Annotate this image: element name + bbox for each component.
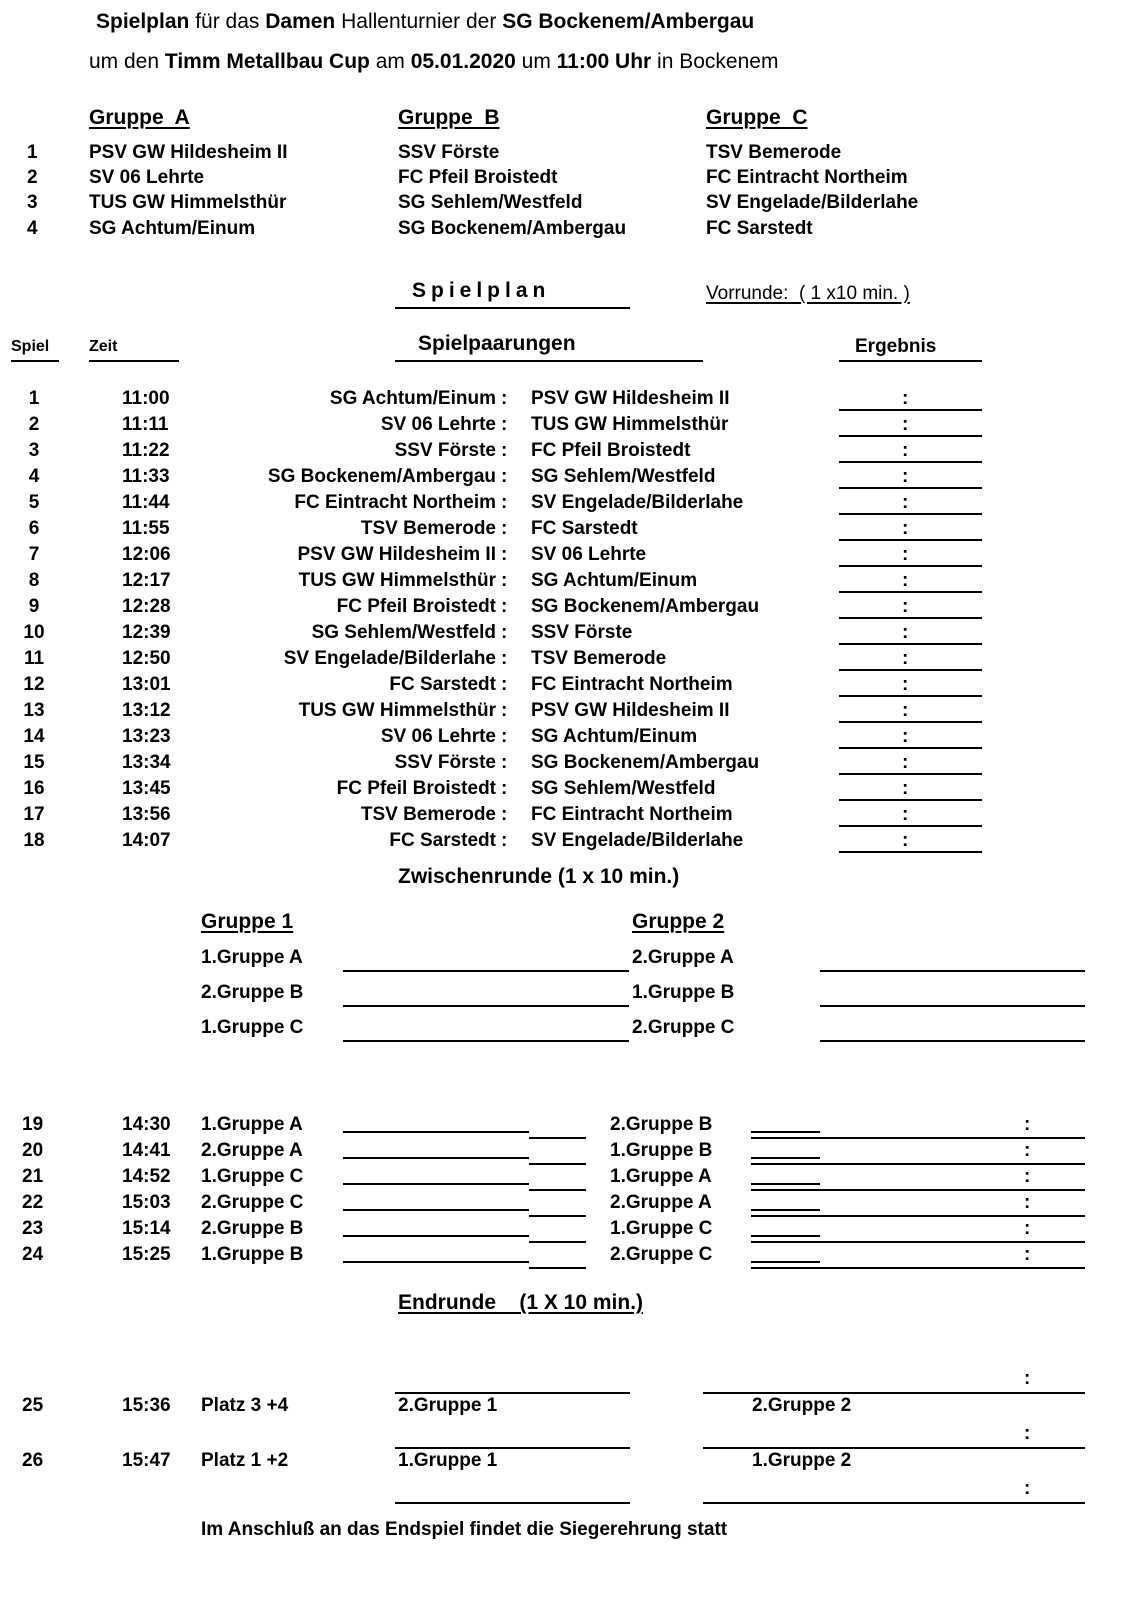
score-separator: : (902, 414, 909, 435)
zw-away: 1.Gruppe B (610, 1140, 713, 1161)
match-time: 14:52 (122, 1166, 171, 1187)
zw-blank (529, 1137, 586, 1139)
title-word: um (515, 50, 557, 73)
result-blank (839, 591, 982, 593)
zw-blank (751, 1267, 820, 1269)
score-separator: : (902, 466, 909, 487)
match-number: 18 (23, 830, 45, 851)
score-separator: : (902, 440, 909, 461)
match-away-team: FC Eintracht Northeim (531, 674, 733, 695)
zw-group-1-entry: 2.Gruppe B (201, 982, 304, 1003)
match-away-team: PSV GW Hildesheim II (531, 700, 730, 721)
match-number: 3 (28, 440, 40, 461)
result-blank (839, 513, 982, 515)
match-home-team: SSV Förste (394, 752, 496, 773)
title-line-1 (96, 11, 754, 32)
zw-blank (751, 1137, 820, 1139)
group-c-title: Gruppe C (706, 106, 808, 129)
match-colon: : (501, 726, 508, 747)
zw-blank (529, 1215, 586, 1217)
zw-group-1-blank (343, 1040, 629, 1042)
zw-home: 2.Gruppe B (201, 1218, 304, 1239)
zw-group-2-entry: 2.Gruppe C (632, 1017, 735, 1038)
title-word: um den (89, 50, 165, 73)
zw-result-blank (820, 1163, 1085, 1165)
match-away-team: FC Eintracht Northeim (531, 804, 733, 825)
score-separator: : (902, 648, 909, 669)
match-away-team: PSV GW Hildesheim II (531, 388, 730, 409)
zw-blank (751, 1235, 820, 1237)
group-number: 4 (27, 218, 38, 239)
match-time: 14:07 (122, 830, 171, 851)
match-time: 11:22 (122, 440, 170, 461)
zw-blank (751, 1215, 820, 1217)
zw-home: 2.Gruppe C (201, 1192, 304, 1213)
match-away-team: SG Sehlem/Westfeld (531, 466, 716, 487)
match-time: 15:36 (122, 1395, 171, 1416)
match-time: 13:34 (122, 752, 171, 773)
match-colon: : (501, 596, 508, 617)
match-away-team: SV Engelade/Bilderlahe (531, 830, 744, 851)
match-home-team: TSV Bemerode (360, 518, 496, 539)
match-time: 11:44 (122, 492, 170, 513)
zw-blank (751, 1209, 820, 1211)
score-separator: : (902, 726, 909, 747)
title-word: SG Bockenem/Ambergau (502, 10, 755, 33)
match-colon: : (501, 648, 508, 669)
match-number: 17 (23, 804, 45, 825)
match-number: 13 (23, 700, 45, 721)
zw-blank (529, 1267, 586, 1269)
match-home-team: FC Eintracht Northeim (294, 492, 496, 513)
match-away-team: SG Bockenem/Ambergau (531, 752, 760, 773)
result-blank (839, 487, 982, 489)
result-blank (839, 565, 982, 567)
zw-blank (343, 1209, 529, 1211)
match-time: 12:50 (122, 648, 171, 669)
match-time: 13:12 (122, 700, 171, 721)
final-label: Platz 1 +2 (201, 1450, 289, 1471)
title-word: Hallenturnier der (335, 10, 503, 33)
match-time: 13:56 (122, 804, 171, 825)
group-a-team: SV 06 Lehrte (89, 167, 205, 188)
zw-blank (751, 1189, 820, 1191)
match-number: 21 (22, 1166, 44, 1187)
zw-home: 2.Gruppe A (201, 1140, 303, 1161)
match-number: 24 (22, 1244, 44, 1265)
match-number: 8 (28, 570, 40, 591)
score-separator: : (902, 544, 909, 565)
match-time: 12:39 (122, 622, 171, 643)
title-word: in Bockenem (651, 50, 779, 73)
col-zeit-header: Zeit (89, 338, 118, 355)
final-away: 2.Gruppe 2 (752, 1395, 852, 1416)
match-number: 12 (23, 674, 45, 695)
match-time: 12:06 (122, 544, 171, 565)
result-blank (839, 721, 982, 723)
match-number: 4 (28, 466, 40, 487)
zwischenrunde-title: Zwischenrunde (1 x 10 min.) (398, 865, 680, 888)
zw-blank (343, 1235, 529, 1237)
zw-blank (751, 1183, 820, 1185)
match-number: 11 (23, 648, 45, 669)
match-colon: : (501, 492, 508, 513)
group-number: 1 (27, 142, 38, 163)
match-home-team: TSV Bemerode (360, 804, 496, 825)
group-a-team: SG Achtum/Einum (89, 218, 256, 239)
match-home-team: SV 06 Lehrte (380, 414, 496, 435)
zw-group-2-blank (820, 970, 1085, 972)
match-time: 11:00 (122, 388, 170, 409)
final-blank (395, 1502, 630, 1504)
match-colon: : (501, 700, 508, 721)
title-word: Damen (265, 10, 336, 33)
group-a-team: TUS GW Himmelsthür (89, 192, 287, 213)
match-colon: : (501, 388, 508, 409)
zw-group-1-blank (343, 970, 629, 972)
score-separator: : (902, 596, 909, 617)
match-away-team: SG Achtum/Einum (531, 726, 698, 747)
match-time: 14:41 (122, 1140, 171, 1161)
zw-group-1-entry: 1.Gruppe C (201, 1017, 304, 1038)
schedule-title-underline (395, 307, 630, 309)
match-number: 6 (28, 518, 40, 539)
col-spiel-underline (11, 360, 59, 362)
zw-blank (529, 1189, 586, 1191)
match-colon: : (501, 544, 508, 565)
zw-result-blank (820, 1267, 1085, 1269)
zw-group-1-entry: 1.Gruppe A (201, 947, 303, 968)
result-blank (839, 825, 982, 827)
zw-group-1-title: Gruppe 1 (201, 910, 294, 933)
match-number: 7 (28, 544, 40, 565)
zw-blank (751, 1261, 820, 1263)
col-zeit-underline (89, 360, 179, 362)
score-separator: : (902, 622, 909, 643)
match-time: 12:17 (122, 570, 171, 591)
match-colon: : (501, 466, 508, 487)
match-colon: : (501, 804, 508, 825)
col-pairings-underline (395, 360, 703, 362)
match-away-team: SV 06 Lehrte (531, 544, 647, 565)
result-blank (839, 643, 982, 645)
final-label: Platz 3 +4 (201, 1395, 289, 1416)
zw-group-1-blank (343, 1005, 629, 1007)
score-separator: : (1024, 1218, 1031, 1239)
match-colon: : (501, 778, 508, 799)
score-separator: : (1024, 1140, 1031, 1161)
zw-away: 2.Gruppe A (610, 1192, 712, 1213)
match-home-team: SG Bockenem/Ambergau (267, 466, 496, 487)
match-time: 14:30 (122, 1114, 171, 1135)
match-away-team: SSV Förste (531, 622, 633, 643)
match-colon: : (501, 830, 508, 851)
match-number: 2 (28, 414, 40, 435)
group-c-team: FC Eintracht Northeim (706, 167, 908, 188)
score-separator: : (902, 674, 909, 695)
match-number: 26 (22, 1450, 44, 1471)
match-number: 5 (28, 492, 40, 513)
result-blank (839, 799, 982, 801)
zw-blank (529, 1163, 586, 1165)
match-home-team: FC Sarstedt (389, 674, 496, 695)
match-colon: : (501, 518, 508, 539)
final-away: 1.Gruppe 2 (752, 1450, 852, 1471)
match-colon: : (501, 570, 508, 591)
match-number: 9 (28, 596, 40, 617)
match-colon: : (501, 622, 508, 643)
zw-result-blank (820, 1215, 1085, 1217)
zw-blank (343, 1157, 529, 1159)
col-result-underline (839, 360, 982, 362)
match-home-team: FC Pfeil Broistedt (336, 596, 496, 617)
match-away-team: TSV Bemerode (531, 648, 667, 669)
score-separator: : (902, 570, 909, 591)
final-blank (703, 1447, 1085, 1449)
match-number: 15 (23, 752, 45, 773)
match-away-team: TUS GW Himmelsthür (531, 414, 729, 435)
match-time: 11:55 (122, 518, 170, 539)
match-colon: : (501, 414, 508, 435)
match-away-team: SG Sehlem/Westfeld (531, 778, 716, 799)
score-separator: : (902, 752, 909, 773)
score-separator: : (1024, 1192, 1031, 1213)
final-blank (395, 1392, 630, 1394)
group-c-team: SV Engelade/Bilderlahe (706, 192, 919, 213)
footer-note: Im Anschluß an das Endspiel findet die Siegerehrung statt (201, 1519, 728, 1540)
title-word: am (369, 50, 411, 73)
title-word: Timm Metallbau Cup (164, 50, 370, 73)
match-time: 15:25 (122, 1244, 171, 1265)
zw-blank (529, 1241, 586, 1243)
match-number: 23 (22, 1218, 44, 1239)
zw-blank (751, 1163, 820, 1165)
zw-group-2-title: Gruppe 2 (632, 910, 725, 933)
match-number: 16 (23, 778, 45, 799)
group-b-team: SG Bockenem/Ambergau (398, 218, 627, 239)
result-blank (839, 461, 982, 463)
match-number: 22 (22, 1192, 44, 1213)
zw-away: 2.Gruppe C (610, 1244, 713, 1265)
group-b-team: SG Sehlem/Westfeld (398, 192, 583, 213)
zw-away: 1.Gruppe C (610, 1218, 713, 1239)
group-number: 2 (27, 167, 38, 188)
match-time: 15:14 (122, 1218, 171, 1239)
match-colon: : (501, 440, 508, 461)
zw-result-blank (820, 1241, 1085, 1243)
score-separator: : (902, 518, 909, 539)
match-time: 13:01 (122, 674, 171, 695)
score-separator: : (902, 830, 909, 851)
zw-group-2-blank (820, 1040, 1085, 1042)
score-separator: : (1024, 1244, 1031, 1265)
match-away-team: FC Pfeil Broistedt (531, 440, 691, 461)
result-blank (839, 695, 982, 697)
match-away-team: SG Bockenem/Ambergau (531, 596, 760, 617)
zw-result-blank (820, 1189, 1085, 1191)
title-word: 11:00 Uhr (556, 50, 652, 73)
result-blank (839, 435, 982, 437)
score-separator: : (1024, 1166, 1031, 1187)
title-word: 05.01.2020 (410, 50, 516, 73)
match-time: 15:03 (122, 1192, 171, 1213)
score-separator: : (902, 700, 909, 721)
match-colon: : (501, 674, 508, 695)
match-number: 25 (22, 1395, 44, 1416)
title-word: Spielplan (96, 10, 190, 33)
result-blank (839, 539, 982, 541)
match-number: 1 (28, 388, 40, 409)
match-time: 15:47 (122, 1450, 171, 1471)
match-away-team: SV Engelade/Bilderlahe (531, 492, 744, 513)
zw-blank (343, 1131, 529, 1133)
match-time: 11:11 (122, 414, 169, 435)
final-blank (703, 1502, 1085, 1504)
group-b-team: FC Pfeil Broistedt (398, 167, 558, 188)
score-separator: : (902, 804, 909, 825)
final-blank (395, 1447, 630, 1449)
zw-blank (343, 1261, 529, 1263)
zw-result-blank (820, 1137, 1085, 1139)
score-separator: : (902, 492, 909, 513)
result-blank (839, 851, 982, 853)
match-home-team: SG Achtum/Einum (329, 388, 496, 409)
title-word: für das (189, 10, 266, 33)
group-a-team: PSV GW Hildesheim II (89, 142, 288, 163)
final-home: 1.Gruppe 1 (398, 1450, 498, 1471)
result-blank (839, 669, 982, 671)
match-number: 10 (23, 622, 45, 643)
match-home-team: FC Pfeil Broistedt (336, 778, 496, 799)
result-blank (839, 409, 982, 411)
zw-blank (751, 1157, 820, 1159)
zw-blank (343, 1183, 529, 1185)
zw-away: 1.Gruppe A (610, 1166, 712, 1187)
score-separator: : (1024, 1423, 1031, 1444)
score-separator: : (902, 388, 909, 409)
zw-home: 1.Gruppe C (201, 1166, 304, 1187)
final-blank (703, 1392, 1085, 1394)
result-blank (839, 773, 982, 775)
match-number: 19 (22, 1114, 44, 1135)
result-blank (839, 747, 982, 749)
match-home-team: TUS GW Himmelsthür (298, 570, 496, 591)
match-home-team: FC Sarstedt (389, 830, 496, 851)
zw-group-2-entry: 1.Gruppe B (632, 982, 735, 1003)
group-a-title: Gruppe A (89, 106, 190, 129)
score-separator: : (1024, 1114, 1031, 1135)
score-separator: : (1024, 1368, 1031, 1389)
zw-group-2-blank (820, 1005, 1085, 1007)
match-away-team: SG Achtum/Einum (531, 570, 698, 591)
group-c-team: FC Sarstedt (706, 218, 813, 239)
vorrunde-label: Vorrunde: ( 1 x10 min. ) (706, 283, 910, 304)
match-away-team: FC Sarstedt (531, 518, 638, 539)
final-home: 2.Gruppe 1 (398, 1395, 498, 1416)
match-time: 12:28 (122, 596, 171, 617)
col-pairings-header: Spielpaarungen (418, 332, 576, 355)
result-blank (839, 617, 982, 619)
match-home-team: SG Sehlem/Westfeld (311, 622, 496, 643)
zw-home: 1.Gruppe A (201, 1114, 303, 1135)
match-home-team: SV 06 Lehrte (380, 726, 496, 747)
group-b-team: SSV Förste (398, 142, 500, 163)
match-time: 13:23 (122, 726, 171, 747)
score-separator: : (902, 778, 909, 799)
col-result-header: Ergebnis (855, 336, 937, 357)
match-home-team: TUS GW Himmelsthür (298, 700, 496, 721)
zw-away: 2.Gruppe B (610, 1114, 713, 1135)
match-colon: : (501, 752, 508, 773)
zw-blank (751, 1241, 820, 1243)
schedule-title: Spielplan (412, 279, 551, 302)
title-line-2 (89, 51, 778, 72)
match-time: 13:45 (122, 778, 171, 799)
match-home-team: PSV GW Hildesheim II (297, 544, 496, 565)
endrunde-title: Endrunde (1 X 10 min.) (398, 1291, 644, 1314)
match-number: 14 (23, 726, 45, 747)
match-home-team: SV Engelade/Bilderlahe (283, 648, 496, 669)
match-time: 11:33 (122, 466, 170, 487)
score-separator: : (1024, 1478, 1031, 1499)
zw-group-2-entry: 2.Gruppe A (632, 947, 734, 968)
group-c-team: TSV Bemerode (706, 142, 842, 163)
col-spiel-header: Spiel (11, 338, 50, 355)
group-number: 3 (27, 192, 38, 213)
zw-blank (751, 1131, 820, 1133)
match-number: 20 (22, 1140, 44, 1161)
group-b-title: Gruppe B (398, 106, 500, 129)
match-home-team: SSV Förste (394, 440, 496, 461)
zw-home: 1.Gruppe B (201, 1244, 304, 1265)
